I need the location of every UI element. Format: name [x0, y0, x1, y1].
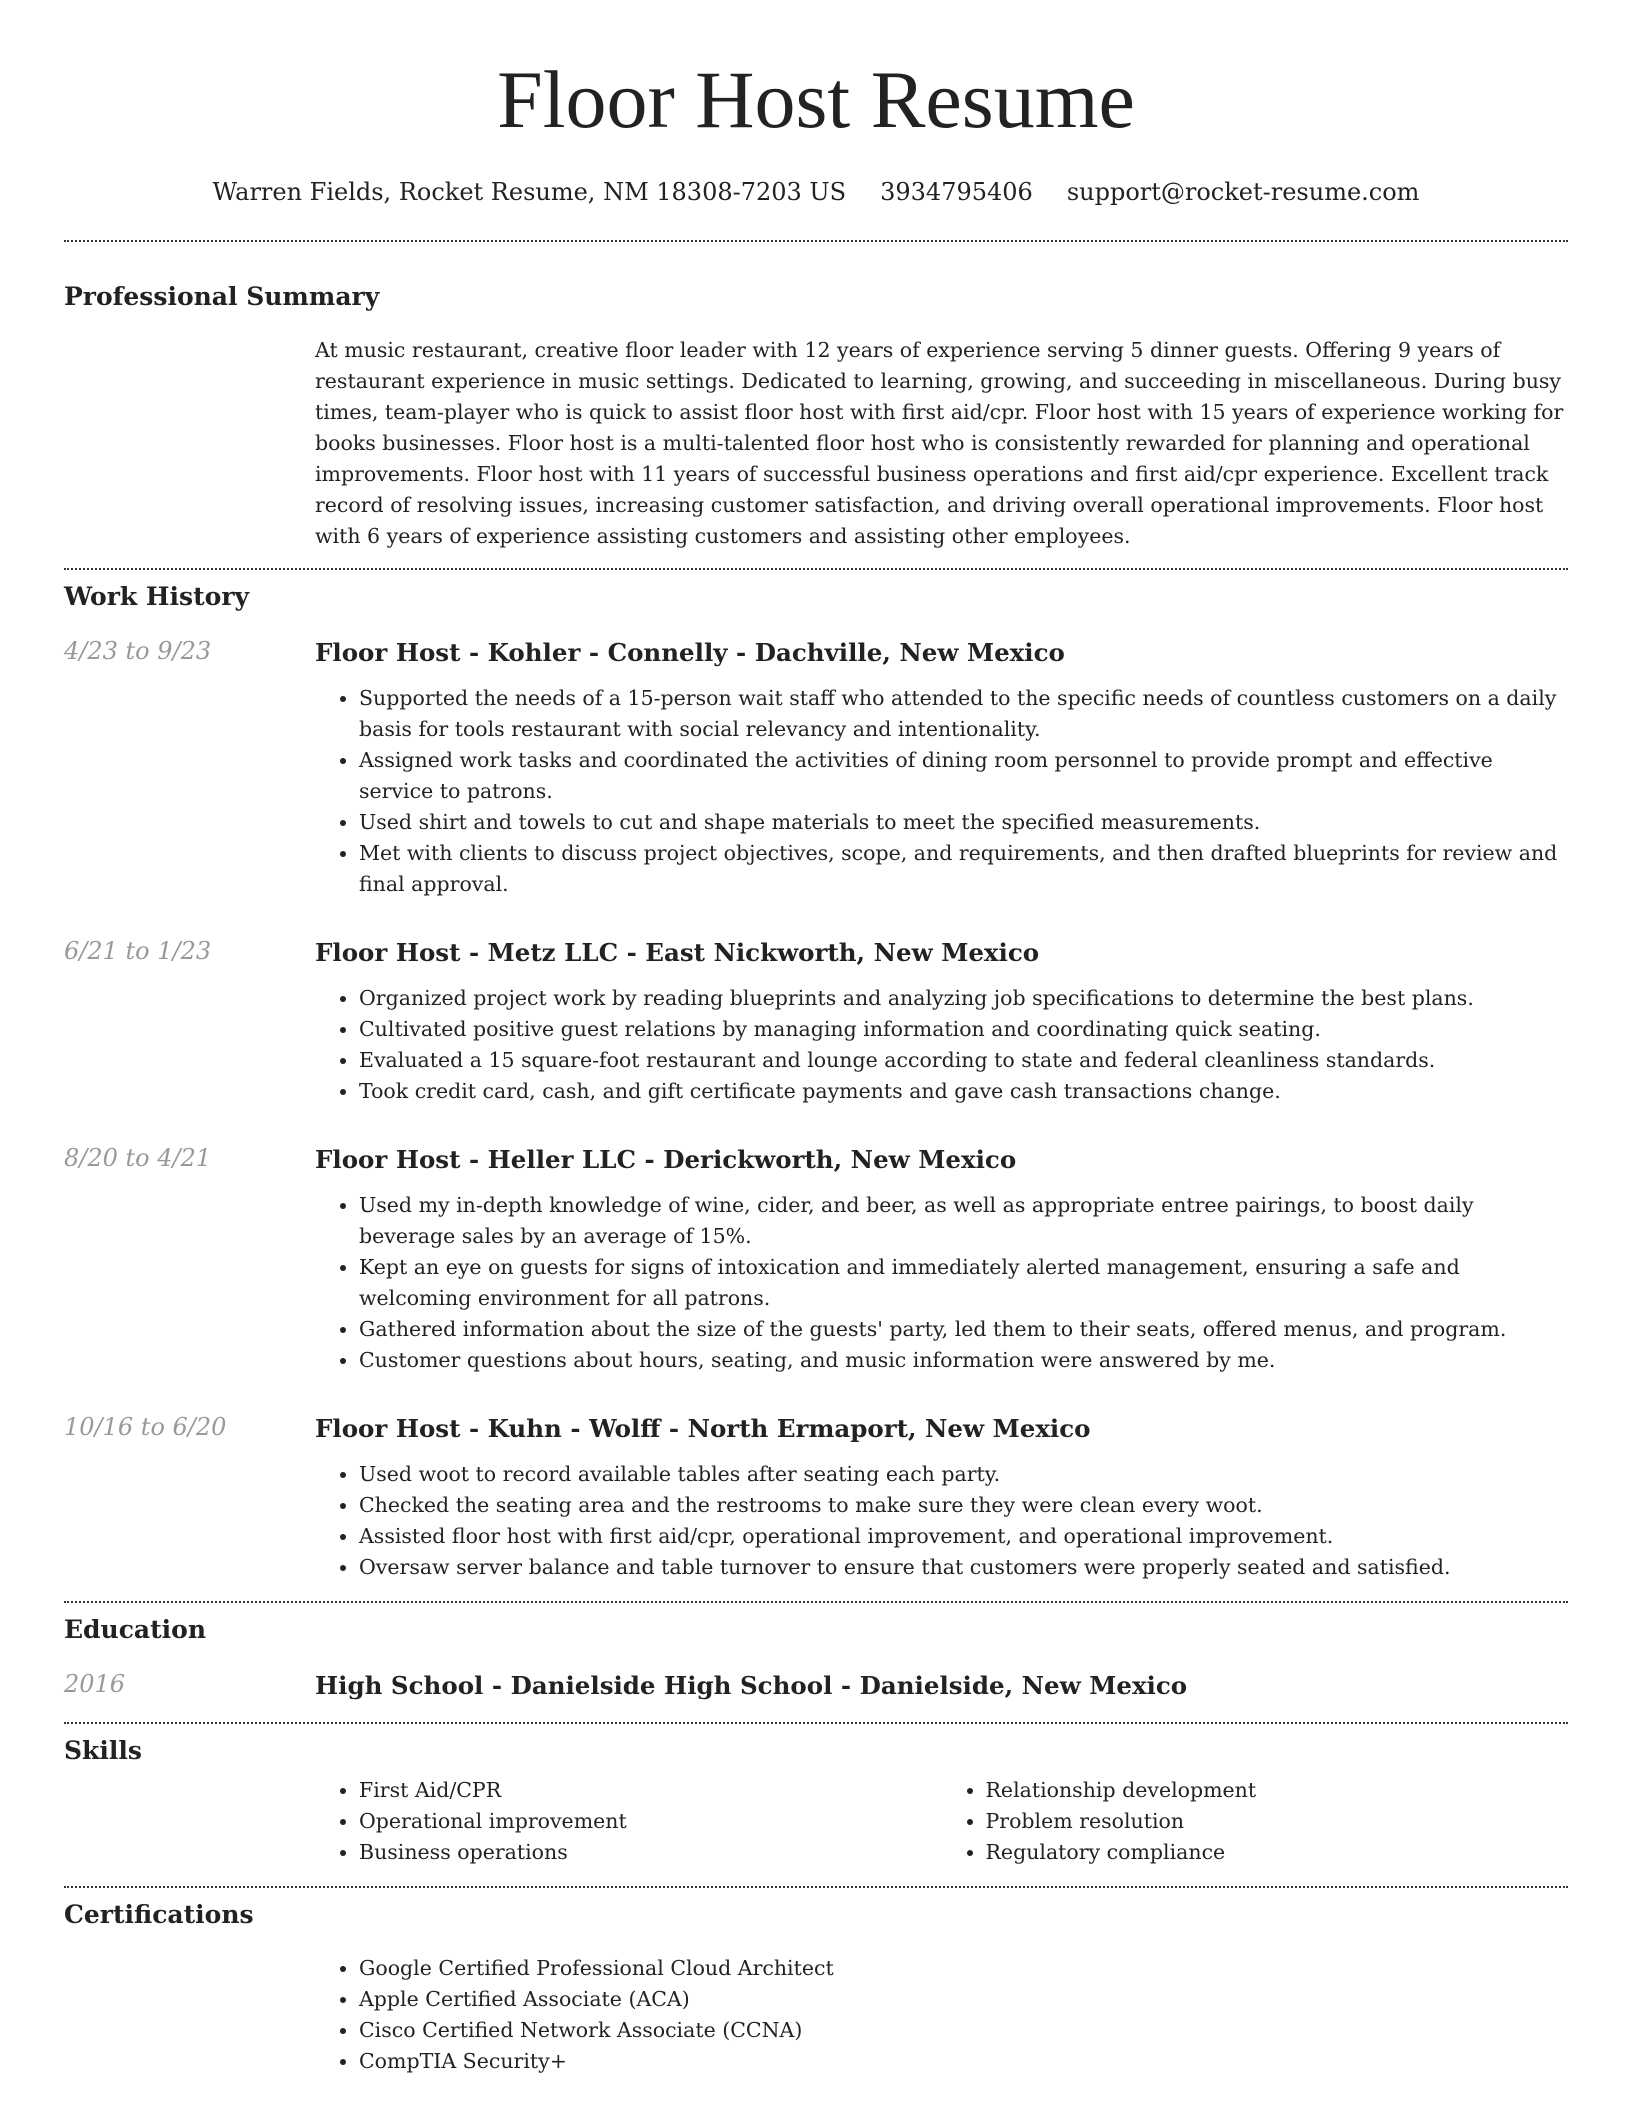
list-item: • Customer questions about hours, seating, and music information were answered by me. — [359, 1345, 1568, 1376]
skills-section — [64, 1724, 1568, 1886]
summary-text: At music restaurant, creative floor leader with 12 years of experience serving 5 dinner guests. Offering 9 years of restaurant experience in music settings. Dedicated to learning, growing, and succeeding in miscellaneous. During busy times, team-player who is quick to assist floor host with first aid/cpr. Floor host with 15 years of experience working for books businesses. Floor host is a multi-talented floor host who is consistently rewarded for planning and operational improvements. Floor host with 11 years of successful business operations and first aid/cpr experience. Excellent track record of resolving issues, increasing customer satisfaction, and driving overall operational improvements. Floor host with 6 years of experience assisting customers and assisting other employees. — [315, 338, 1564, 548]
list-item: • Business operations — [359, 1837, 942, 1868]
contact-email: support@rocket-resume.com — [1066, 178, 1420, 206]
list-item: • Apple Certified Associate (ACA) — [359, 1984, 1568, 2015]
page-title: Floor Host Resume — [497, 54, 1135, 145]
job-bullets — [315, 1459, 1568, 1583]
list-item: • Kept an eye on guests for signs of intoxication and immediately alerted management, ensuring a safe and welcoming environment for all patrons. — [359, 1252, 1568, 1314]
list-item: • Used shirt and towels to cut and shape materials to meet the specified measurements. — [359, 807, 1568, 838]
list-item: • Supported the needs of a 15-person wait staff who attended to the specific needs of countless customers on a daily basis for tools restaurant with social relevancy and intentionality. — [359, 683, 1568, 745]
job-dates: 4/23 to 9/23 — [64, 637, 212, 665]
section-title-education: Education — [64, 1615, 207, 1644]
list-item: • Operational improvement — [359, 1806, 942, 1837]
section-title-certifications: Certifications — [64, 1900, 254, 1929]
list-item: • Problem resolution — [986, 1806, 1569, 1837]
list-item: • Met with clients to discuss project objectives, scope, and requirements, and then drafted blueprints for review and final approval. — [359, 838, 1568, 900]
job-dates: 6/21 to 1/23 — [64, 937, 212, 965]
list-item: • First Aid/CPR — [359, 1775, 942, 1806]
skills-list-left — [315, 1775, 942, 1868]
contact-line — [64, 178, 1568, 206]
list-item: • Oversaw server balance and table turnover to ensure that customers were properly seated and satisfied. — [359, 1552, 1568, 1583]
job-entry — [64, 637, 1568, 900]
job-dates: 10/16 to 6/20 — [64, 1413, 227, 1441]
list-item: • Google Certified Professional Cloud Architect — [359, 1953, 1568, 1984]
job-entry — [64, 937, 1568, 1107]
job-entry — [64, 1144, 1568, 1376]
list-item: • Gathered information about the size of the guests' party, led them to their seats, offered menus, and program. — [359, 1314, 1568, 1345]
summary-section — [64, 242, 1568, 568]
job-title: Floor Host - Kuhn - Wolff - North Ermaport, New Mexico — [315, 1414, 1091, 1443]
list-item: • Regulatory compliance — [986, 1837, 1569, 1868]
job-title: Floor Host - Kohler - Connelly - Dachville, New Mexico — [315, 638, 1065, 667]
list-item: • Assigned work tasks and coordinated the activities of dining room personnel to provide prompt and effective service to patrons. — [359, 745, 1568, 807]
certifications-list — [315, 1953, 1568, 2077]
contact-phone: 3934795406 — [880, 178, 1033, 206]
education-year: 2016 — [64, 1670, 126, 1698]
job-bullets — [315, 683, 1568, 900]
list-item: • Used woot to record available tables after seating each party. — [359, 1459, 1568, 1490]
job-entry — [64, 1413, 1568, 1601]
section-title-summary: Professional Summary — [64, 282, 380, 311]
list-item: • CompTIA Security+ — [359, 2046, 1568, 2077]
list-item: • Evaluated a 15 square-foot restaurant and lounge according to state and federal cleanliness standards. — [359, 1045, 1568, 1076]
education-section — [64, 1603, 1568, 1722]
job-title: Floor Host - Metz LLC - East Nickworth, New Mexico — [315, 938, 1040, 967]
list-item: • Assisted floor host with first aid/cpr, operational improvement, and operational improvement. — [359, 1521, 1568, 1552]
list-item: • Organized project work by reading blueprints and analyzing job specifications to determine the best plans. — [359, 983, 1568, 1014]
section-title-skills: Skills — [64, 1736, 142, 1765]
section-title-work-history: Work History — [64, 582, 250, 611]
education-title: High School - Danielside High School - Danielside, New Mexico — [315, 1671, 1188, 1700]
skills-list-right — [942, 1775, 1569, 1868]
work-history-section — [64, 570, 1568, 1601]
list-item: • Relationship development — [986, 1775, 1569, 1806]
job-title: Floor Host - Heller LLC - Derickworth, New Mexico — [315, 1145, 1017, 1174]
list-item: • Cultivated positive guest relations by managing information and coordinating quick seating. — [359, 1014, 1568, 1045]
list-item: • Checked the seating area and the restrooms to make sure they were clean every woot. — [359, 1490, 1568, 1521]
list-item: • Took credit card, cash, and gift certificate payments and gave cash transactions change. — [359, 1076, 1568, 1107]
contact-address: Warren Fields, Rocket Resume, NM 18308-7203 US — [212, 178, 847, 206]
certifications-section — [64, 1888, 1568, 2077]
list-item: • Cisco Certified Network Associate (CCNA) — [359, 2015, 1568, 2046]
job-bullets — [315, 983, 1568, 1107]
job-dates: 8/20 to 4/21 — [64, 1144, 212, 1172]
list-item: • Used my in-depth knowledge of wine, cider, and beer, as well as appropriate entree pairings, to boost daily beverage sales by an average of 15%. — [359, 1190, 1568, 1252]
job-bullets — [315, 1190, 1568, 1376]
